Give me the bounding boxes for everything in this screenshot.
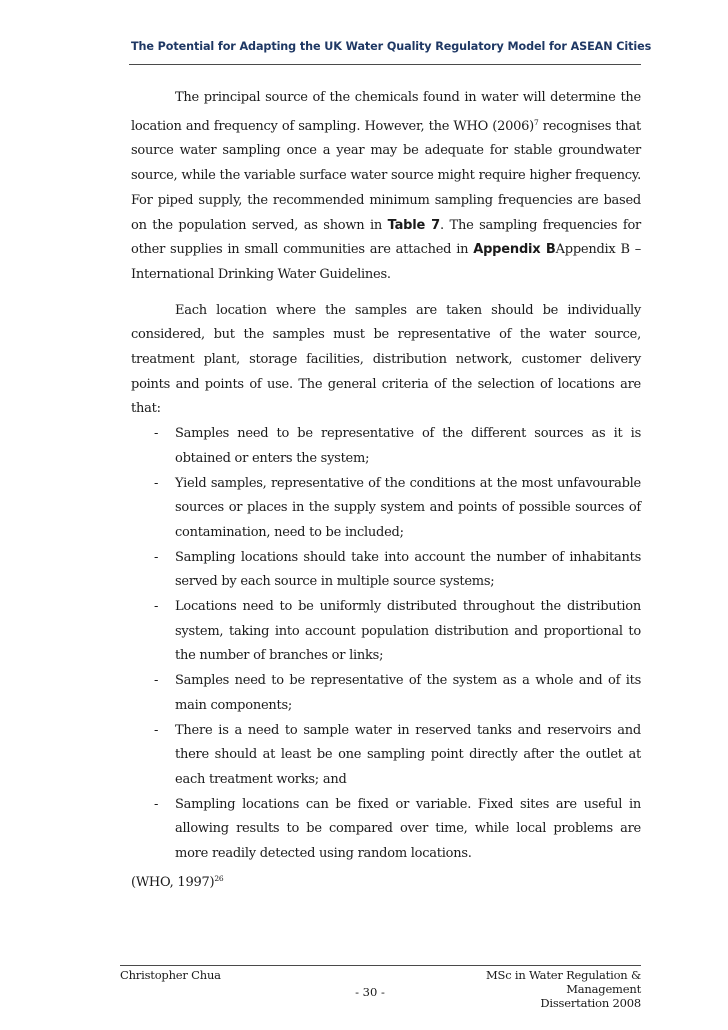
- footer-author: Christopher Chua: [120, 968, 221, 982]
- bullet-dash: -: [154, 599, 159, 615]
- criterion-text: There is a need to sample water in reserved tanks and reservoirs and there should at least be one sampling point directly after the outlet at each treatment works; and: [175, 722, 641, 787]
- list-item: [131, 669, 641, 718]
- p1-text-d: Appendix B – International Drinking Water Guidelines.: [131, 242, 641, 282]
- list-item: [131, 793, 641, 867]
- page-body: [131, 86, 641, 896]
- criterion-text: Yield samples, representative of the conditions at the most unfavourable sources or places in the supply system and points of possible sources of contamination, need to be included;: [175, 475, 641, 540]
- bullet-dash: -: [154, 722, 159, 738]
- bullet-dash: -: [154, 426, 159, 442]
- bullet-dash: -: [154, 549, 159, 565]
- footnote-ref-7[interactable]: 7: [534, 117, 539, 127]
- footer-course-line2: Dissertation 2008: [540, 996, 641, 1010]
- page-number: - 30 -: [355, 985, 385, 999]
- list-item: [131, 719, 641, 793]
- paragraph-sampling-locations: Each location where the samples are taken should be individually considered, but the samples must be representative of the water source, treatment plant, storage facilities, distribution network, customer delivery points and points of use. The general criteria of the selection of locations are that:: [131, 302, 641, 417]
- footnote-ref-26[interactable]: 26: [214, 873, 224, 883]
- running-header: The Potential for Adapting the UK Water Quality Regulatory Model for ASEAN Cities: [131, 40, 652, 53]
- list-item: [131, 472, 641, 546]
- criterion-text: Samples need to be representative of the different sources as it is obtained or enters the system;: [175, 426, 641, 466]
- table-7-reference[interactable]: Table 7: [387, 217, 441, 233]
- bullet-dash: -: [154, 673, 159, 689]
- list-item: [131, 595, 641, 669]
- footer-course: [420, 968, 641, 1010]
- citation-text: (WHO, 1997): [131, 874, 215, 890]
- list-item: [131, 546, 641, 595]
- criteria-list: [131, 422, 641, 867]
- criterion-text: Samples need to be representative of the system as a whole and of its main components;: [175, 673, 641, 713]
- footer-course-line1: MSc in Water Regulation & Management: [485, 968, 641, 996]
- p1-text-b: recognises that source water sampling once a year may be adequate for stable groundwater source, while the variable surface water source might require higher frequency. For piped supply, the recommended minimum sampling frequencies are based on the population served, as shown in: [131, 118, 641, 233]
- bullet-dash: -: [154, 796, 159, 812]
- bullet-dash: -: [154, 475, 159, 491]
- paragraph-sampling-frequency: [131, 86, 641, 288]
- criterion-text: Locations need to be uniformly distributed throughout the distribution system, taking into account population distribution and proportional to the number of branches or links;: [175, 599, 641, 664]
- list-item: [131, 422, 641, 471]
- criterion-text: Sampling locations can be fixed or variable. Fixed sites are useful in allowing results to be compared over time, while local problems are more readily detected using random locations.: [175, 796, 641, 862]
- footer-divider: [120, 965, 641, 966]
- header-divider: [129, 64, 641, 65]
- criterion-text: Sampling locations should take into account the number of inhabitants served by each source in multiple source systems;: [175, 549, 641, 590]
- appendix-b-reference[interactable]: Appendix B: [473, 242, 556, 258]
- p1-text-a: The principal source of the chemicals found in water will determine the location and frequency of sampling. However, the WHO (2006): [131, 90, 641, 134]
- p1-text-c: . The sampling frequencies for other supplies in small communities are attached in: [131, 217, 641, 258]
- citation: [131, 867, 641, 896]
